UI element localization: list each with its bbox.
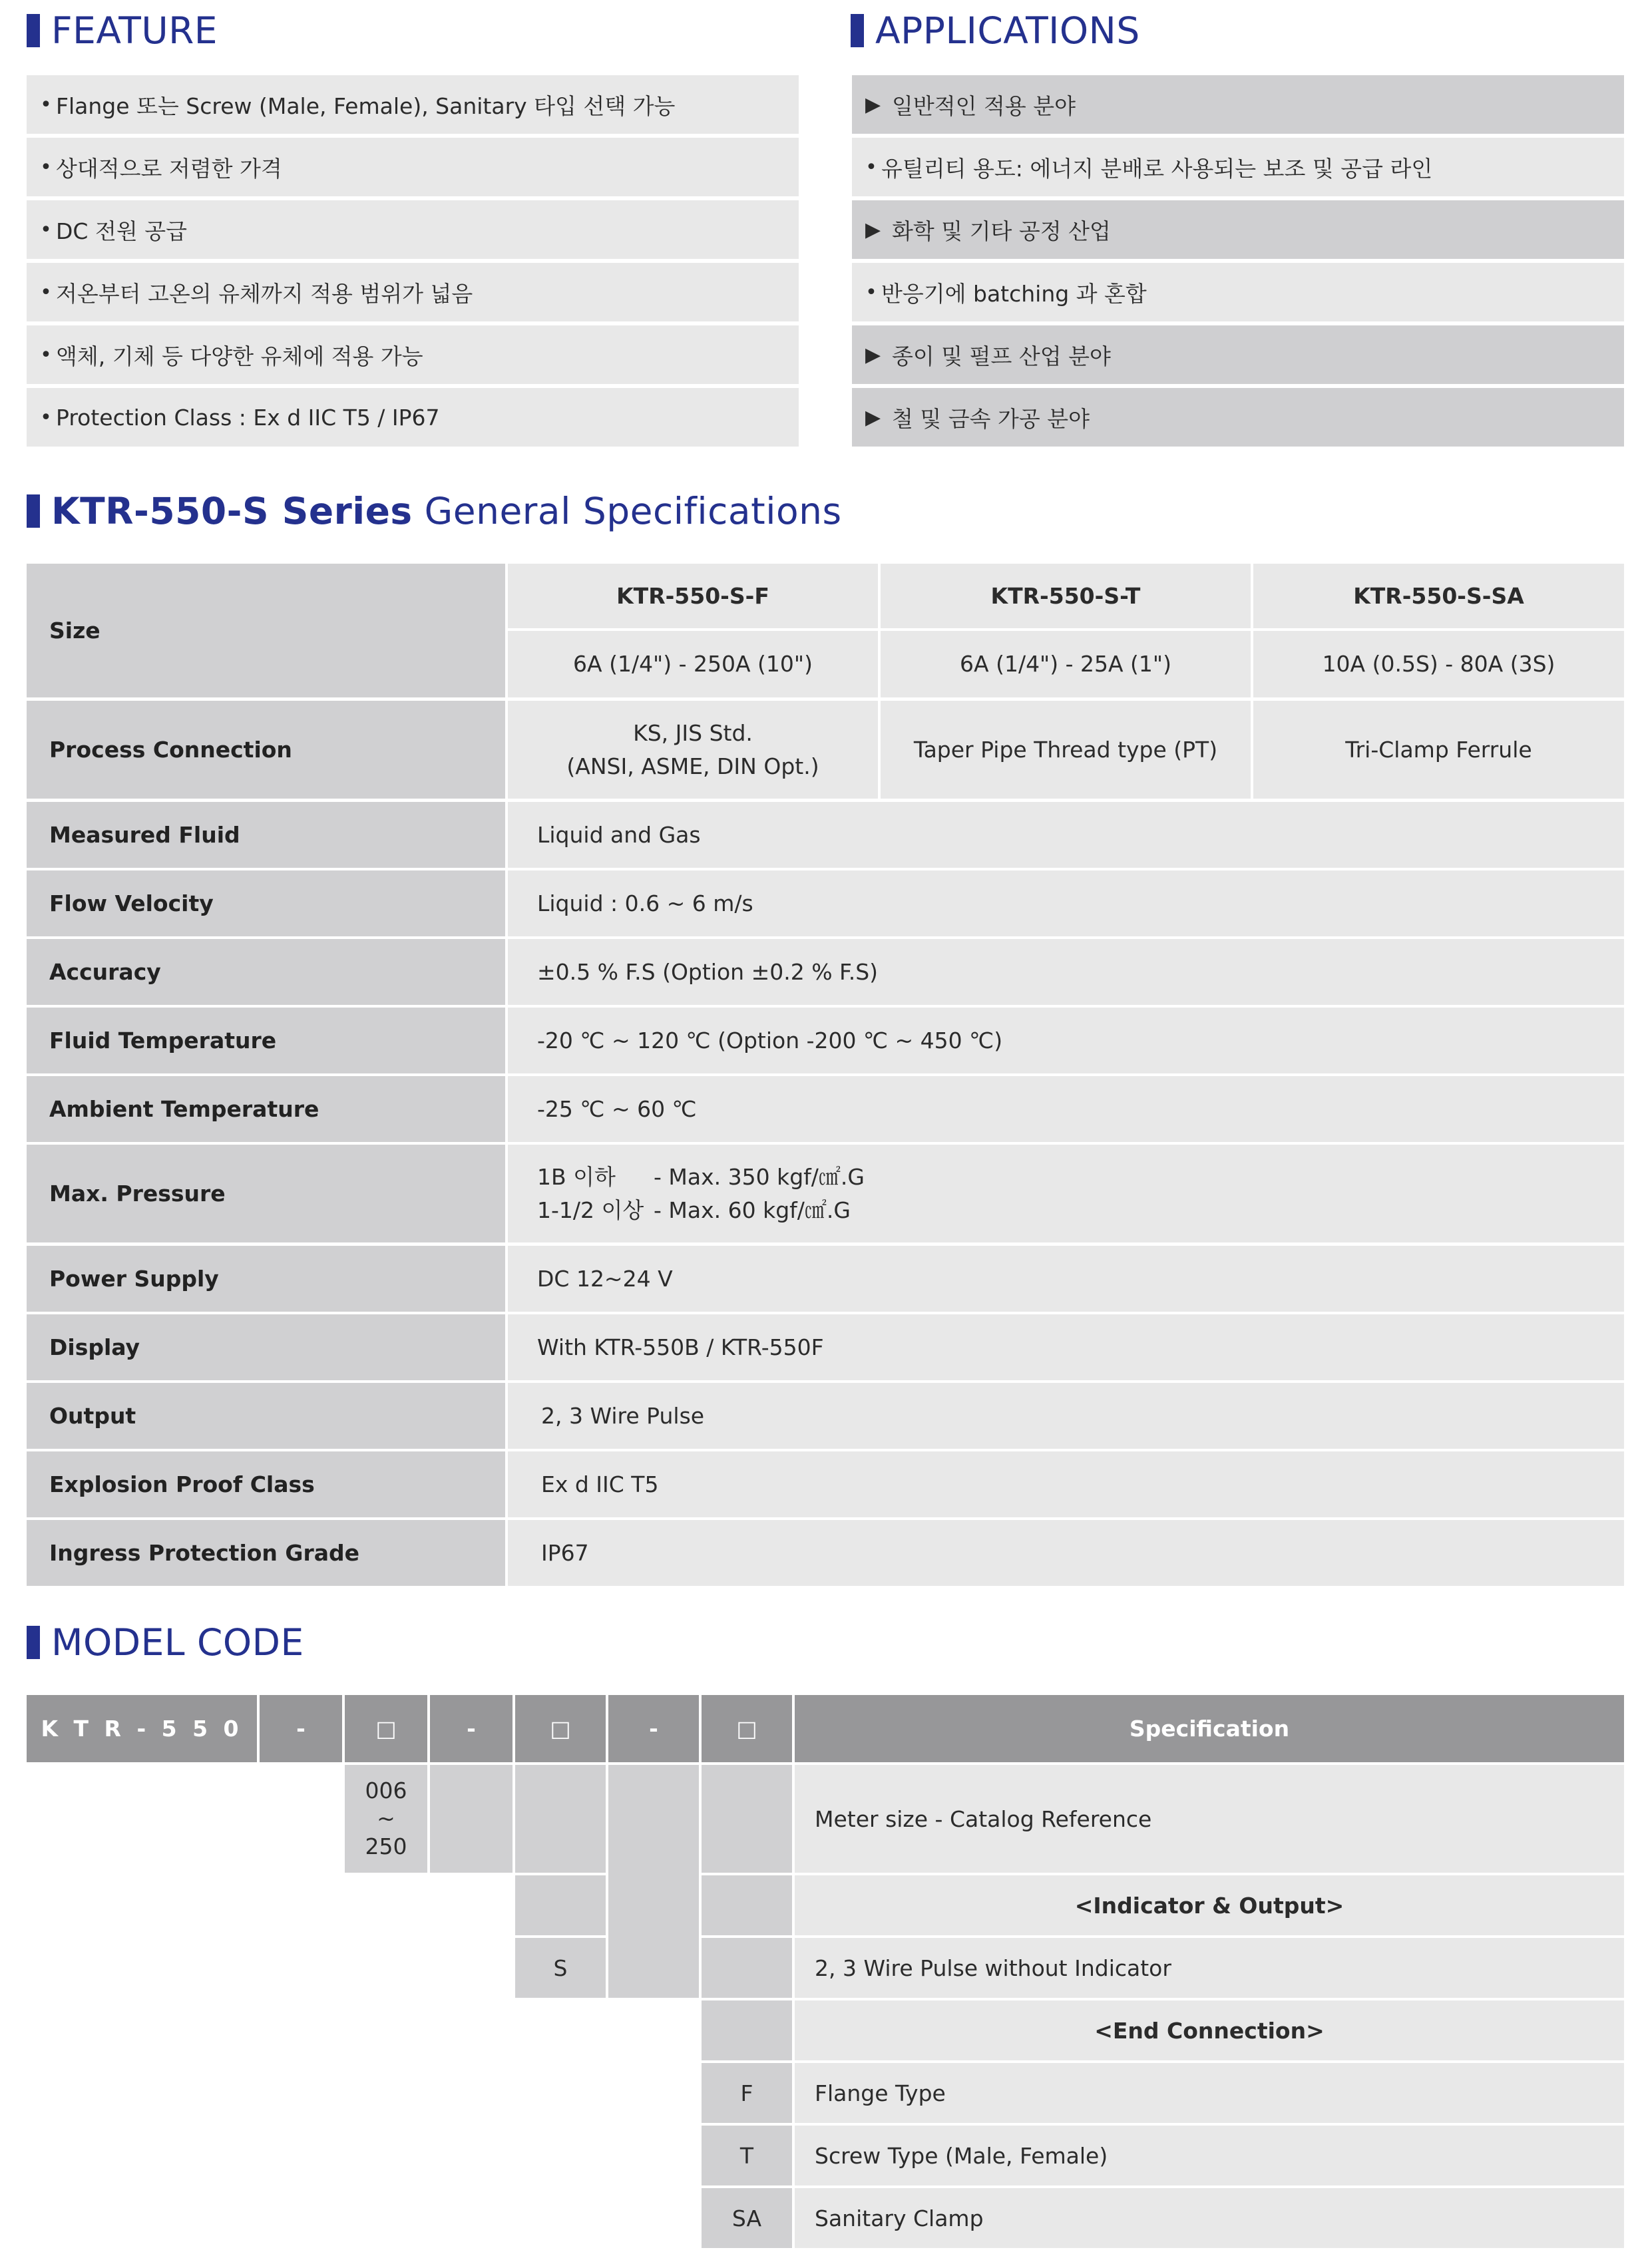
- spec-row-value: Liquid : 0.6 ~ 6 m/s: [508, 870, 1624, 936]
- code-box-header: □: [345, 1695, 427, 1762]
- code-box-header: □: [515, 1695, 606, 1762]
- code-box-header: □: [702, 1695, 792, 1762]
- spec-row-value: DC 12~24 V: [508, 1246, 1624, 1312]
- application-item: • 유틸리티 용도: 에너지 분배로 사용되는 보조 및 공급 라인: [852, 138, 1624, 196]
- application-category: ▶ 종이 및 펄프 산업 분야: [852, 325, 1624, 384]
- model-code-heading: [27, 1618, 304, 1666]
- end-connection-description: Flange Type: [795, 2063, 1624, 2123]
- max-pressure-label: Max. Pressure: [27, 1145, 505, 1242]
- dash-column-cell: [608, 1765, 699, 1998]
- feature-heading: [27, 7, 218, 55]
- end-connection-description: Sanitary Clamp: [795, 2188, 1624, 2248]
- specification-header: Specification: [795, 1695, 1624, 1762]
- spec-row-label: Explosion Proof Class: [27, 1451, 505, 1517]
- size-label: Size: [27, 564, 505, 697]
- spec-row-label: Measured Fluid: [27, 802, 505, 868]
- triangle-icon: ▶: [865, 218, 881, 242]
- process-connection-label: Process Connection: [27, 701, 505, 799]
- spec-row-value: 2, 3 Wire Pulse: [508, 1383, 1624, 1449]
- feature-item: • Protection Class : Ex d IIC T5 / IP67: [27, 388, 799, 447]
- feature-item: • 액체, 기체 등 다양한 유체에 적용 가능: [27, 325, 799, 384]
- size-description: Meter size - Catalog Reference: [795, 1765, 1624, 1873]
- indicator-description: 2, 3 Wire Pulse without Indicator: [795, 1938, 1624, 1998]
- end-connection-code: SA: [702, 2188, 792, 2248]
- application-item: • 반응기에 batching 과 혼합: [852, 263, 1624, 321]
- dash-header: -: [260, 1695, 342, 1762]
- spec-row-label: Output: [27, 1383, 505, 1449]
- feature-item: • DC 전원 공급: [27, 200, 799, 259]
- heading-marker: [27, 14, 40, 47]
- heading-marker: [27, 494, 40, 528]
- spec-row-label: Power Supply: [27, 1246, 505, 1312]
- applications-list: [852, 75, 1624, 448]
- spec-row-label: Fluid Temperature: [27, 1008, 505, 1073]
- application-category: ▶ 화학 및 기타 공정 산업: [852, 200, 1624, 259]
- dash-header: -: [608, 1695, 699, 1762]
- process-connection-f: KS, JIS Std. (ANSI, ASME, DIN Opt.): [508, 701, 878, 799]
- empty-code-cell: [515, 1765, 606, 1873]
- size-value-sa: 10A (0.5S) - 80A (3S): [1253, 631, 1624, 697]
- size-code-cell: 006 ~ 250: [345, 1765, 427, 1873]
- feature-item: • 저온부터 고온의 유체까지 적용 범위가 넓음: [27, 263, 799, 321]
- feature-item: • 상대적으로 저렴한 가격: [27, 138, 799, 196]
- triangle-icon: ▶: [865, 405, 881, 429]
- spec-row-label: Display: [27, 1314, 505, 1380]
- spec-row-value: Ex d IIC T5: [508, 1451, 1624, 1517]
- empty-code-cell: [702, 1765, 792, 1873]
- triangle-icon: ▶: [865, 93, 881, 116]
- feature-item: • Flange 또는 Screw (Male, Female), Sanitary 타입 선택 가능: [27, 75, 799, 134]
- feature-title: FEATURE: [51, 9, 218, 52]
- spec-row-value: IP67: [508, 1520, 1624, 1586]
- empty-code-cell: [702, 1875, 792, 1935]
- model-code-title: MODEL CODE: [51, 1621, 304, 1664]
- heading-marker: [851, 14, 864, 47]
- model-header-f: KTR-550-S-F: [508, 564, 878, 628]
- application-category: ▶ 일반적인 적용 분야: [852, 75, 1624, 134]
- spec-row-label: Accuracy: [27, 939, 505, 1005]
- model-header-sa: KTR-550-S-SA: [1253, 564, 1624, 628]
- process-connection-t: Taper Pipe Thread type (PT): [881, 701, 1251, 799]
- model-base-header: K T R - 5 5 0: [27, 1695, 257, 1762]
- spec-row-value: -20 ℃ ~ 120 ℃ (Option -200 ℃ ~ 450 ℃): [508, 1008, 1624, 1073]
- applications-heading: [851, 7, 1140, 55]
- spec-row-label: Ambient Temperature: [27, 1076, 505, 1142]
- spec-row-label: Flow Velocity: [27, 870, 505, 936]
- heading-marker: [27, 1626, 40, 1659]
- empty-code-cell: [515, 1875, 606, 1935]
- dash-header: -: [430, 1695, 513, 1762]
- specs-heading: [27, 487, 842, 535]
- spec-row-value: With KTR-550B / KTR-550F: [508, 1314, 1624, 1380]
- applications-title: APPLICATIONS: [875, 9, 1140, 52]
- indicator-code: S: [515, 1938, 606, 1998]
- triangle-icon: ▶: [865, 343, 881, 367]
- max-pressure-value: 1B 이하 - Max. 350 kgf/㎠.G 1-1/2 이상 - Max. 60 kgf/㎠.G: [508, 1145, 1624, 1242]
- spec-row-value: -25 ℃ ~ 60 ℃: [508, 1076, 1624, 1142]
- end-connection-description: Screw Type (Male, Female): [795, 2126, 1624, 2185]
- size-value-t: 6A (1/4") - 25A (1"): [881, 631, 1251, 697]
- end-connection-heading: <End Connection>: [795, 2000, 1624, 2060]
- application-category: ▶ 철 및 금속 가공 분야: [852, 388, 1624, 447]
- model-header-t: KTR-550-S-T: [881, 564, 1251, 628]
- end-connection-code: F: [702, 2063, 792, 2123]
- end-connection-code: T: [702, 2126, 792, 2185]
- empty-code-cell: [702, 1938, 792, 1998]
- spec-row-value: Liquid and Gas: [508, 802, 1624, 868]
- specs-title: KTR-550-S Series General Specifications: [51, 490, 842, 532]
- size-value-f: 6A (1/4") - 250A (10"): [508, 631, 878, 697]
- process-connection-sa: Tri-Clamp Ferrule: [1253, 701, 1624, 799]
- spec-row-label: Ingress Protection Grade: [27, 1520, 505, 1586]
- empty-code-cell: [430, 1765, 513, 1873]
- empty-code-cell: [702, 2000, 792, 2060]
- spec-row-value: ±0.5 % F.S (Option ±0.2 % F.S): [508, 939, 1624, 1005]
- feature-list: [27, 75, 799, 448]
- indicator-output-heading: <Indicator & Output>: [795, 1875, 1624, 1935]
